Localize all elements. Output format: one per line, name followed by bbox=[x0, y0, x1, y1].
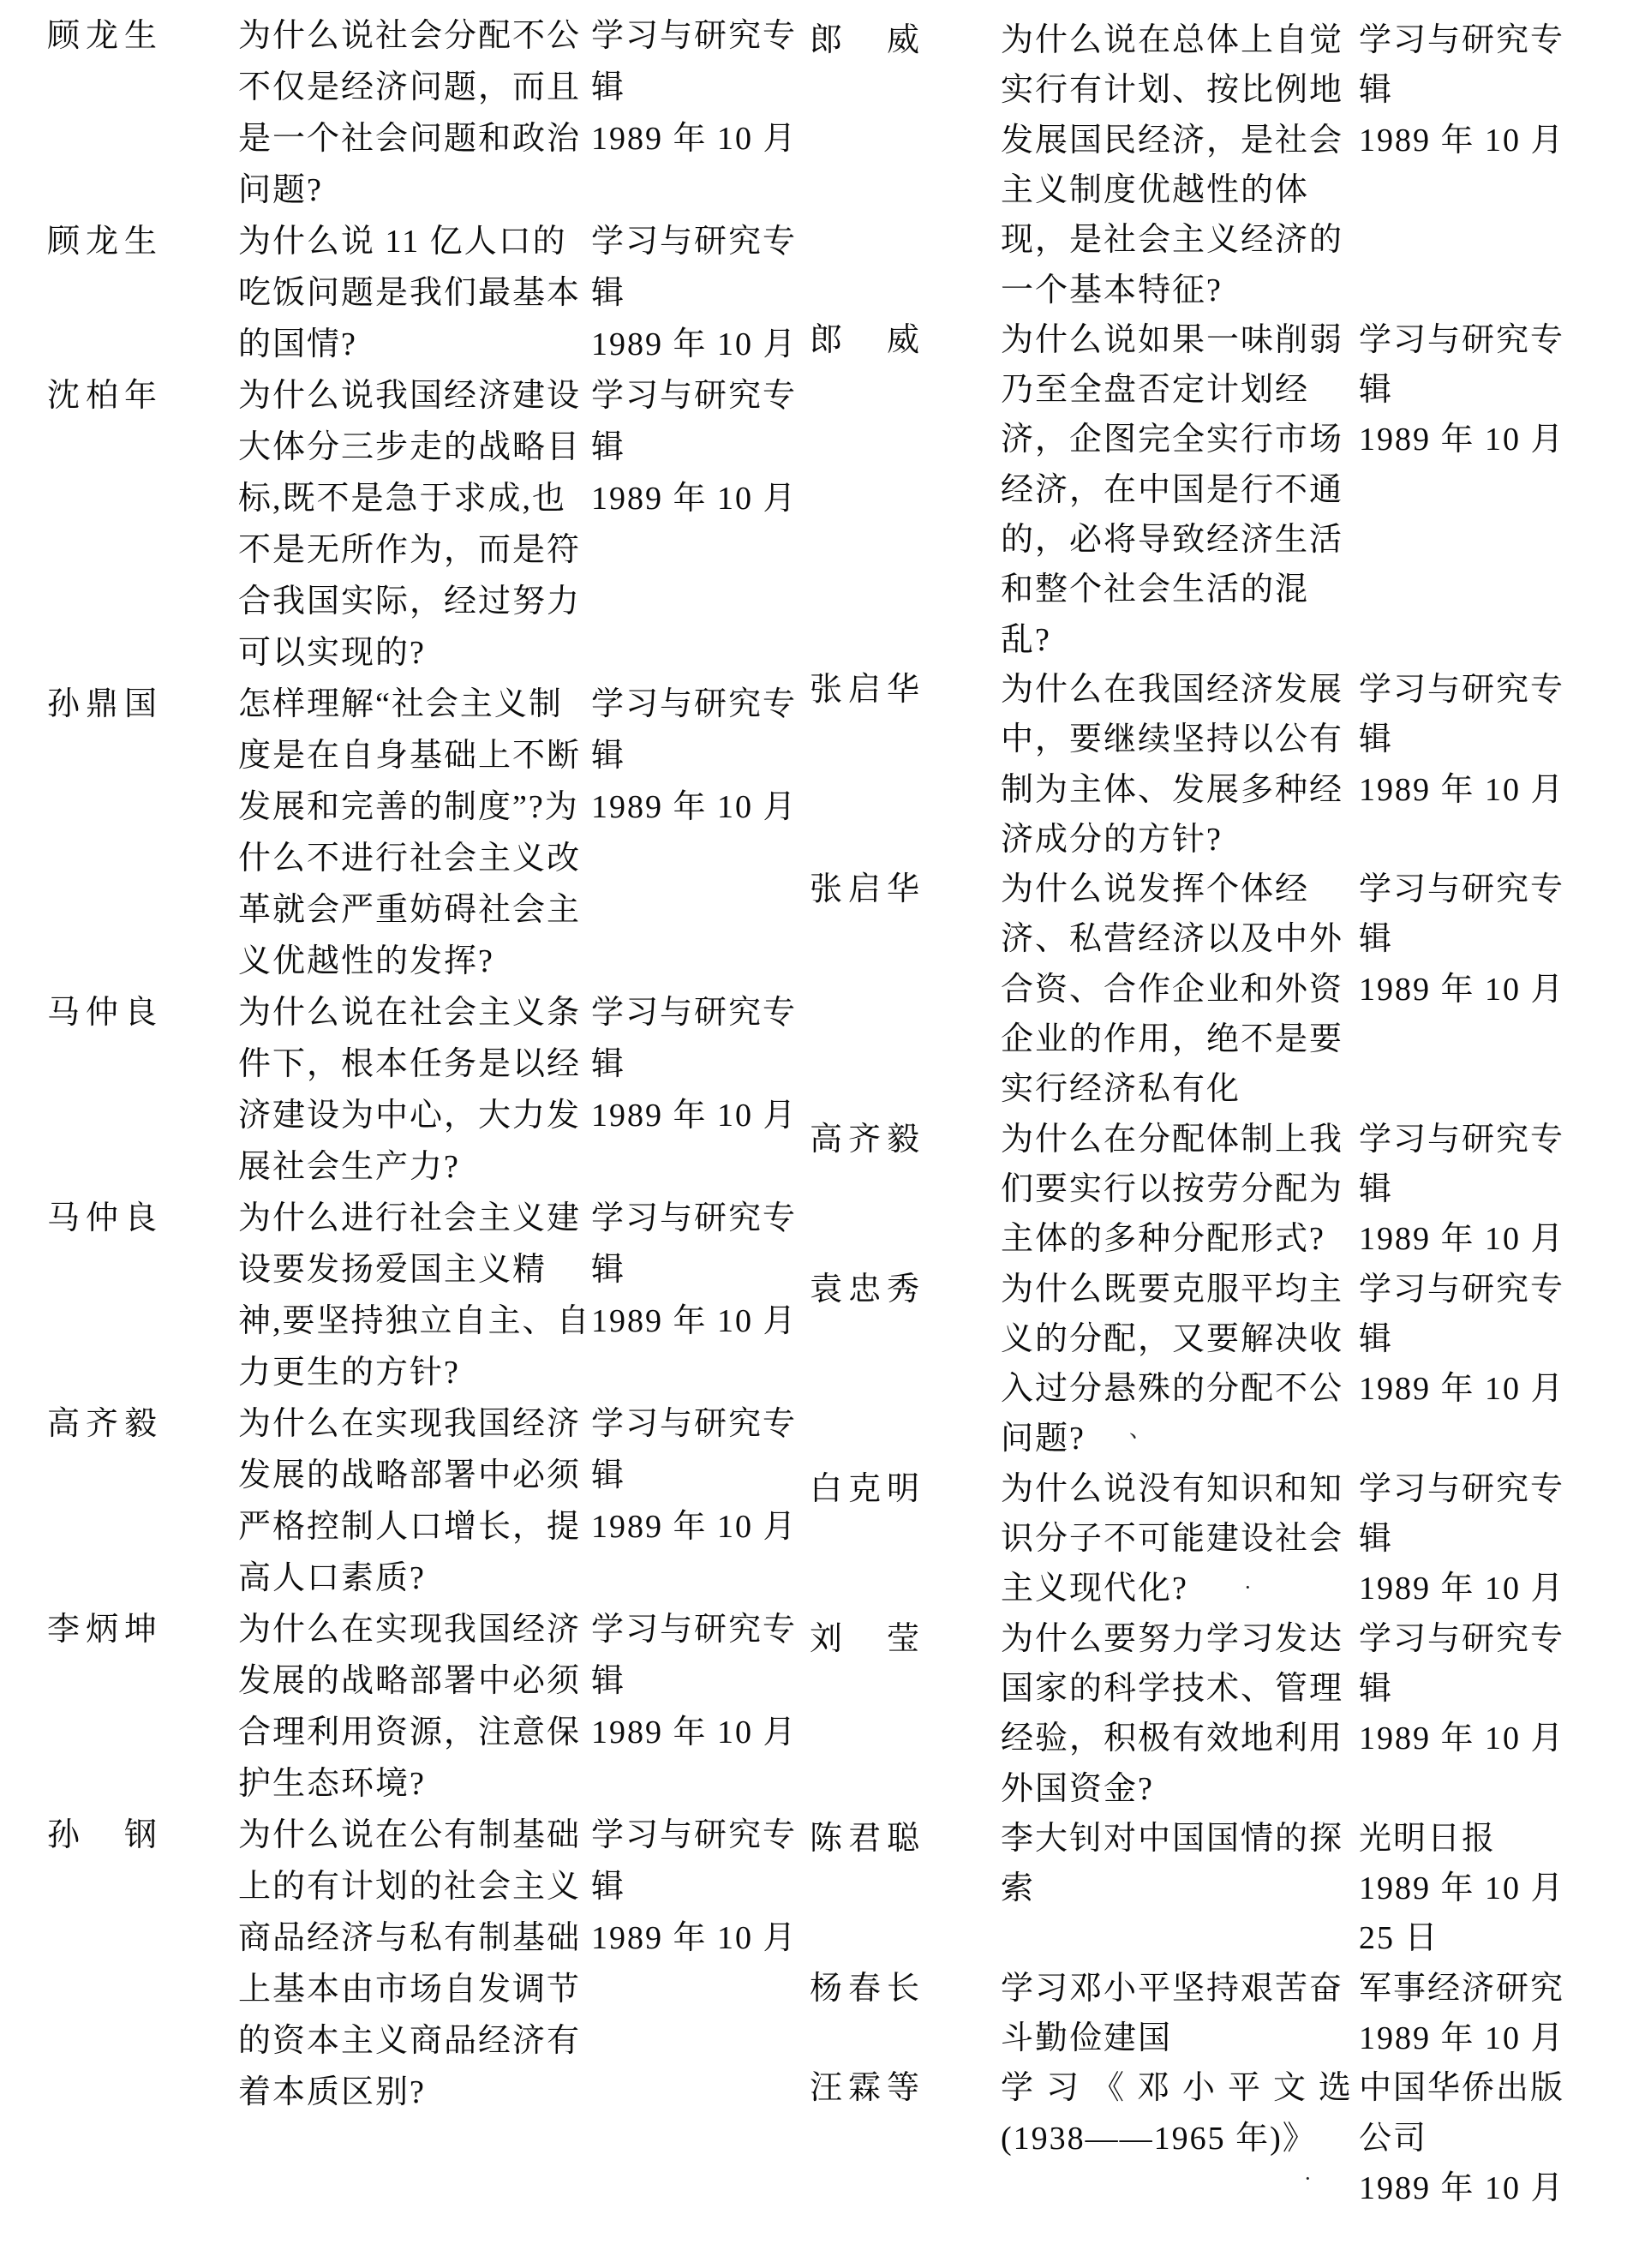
publication-line: 1989 年 10 月 bbox=[591, 1920, 798, 1956]
author-name: 顾龙生 bbox=[47, 224, 164, 260]
publication-line: 辑 bbox=[1359, 721, 1394, 757]
entry-title-line: 一个基本特征? bbox=[1001, 272, 1223, 308]
entry-title-line: 问题? bbox=[238, 172, 323, 208]
publication-line: 1989 年 10 月 bbox=[1359, 123, 1565, 159]
publication-line: 学习与研究专 bbox=[1359, 871, 1565, 907]
publication-line: 学习与研究专 bbox=[1359, 1272, 1565, 1308]
publication-line: 辑 bbox=[1359, 1321, 1394, 1357]
publication-line: 学习与研究专 bbox=[1359, 672, 1565, 708]
author-name: 刘 莹 bbox=[810, 1621, 926, 1657]
scan-speck: · bbox=[1304, 2166, 1312, 2191]
entry-title-line: 索 bbox=[1001, 1870, 1036, 1906]
publication-line: 学习与研究专 bbox=[1359, 1122, 1565, 1158]
entry-title-line: 国家的科学技术、管理 bbox=[1001, 1671, 1344, 1707]
author-name: 袁忠秀 bbox=[810, 1272, 926, 1308]
entry-title-line: 们要实行以按劳分配为 bbox=[1001, 1171, 1344, 1207]
entry-title-line: 为什么要努力学习发达 bbox=[1001, 1621, 1344, 1657]
entry-title-line: 高人口素质? bbox=[238, 1560, 426, 1596]
publication-line: 1989 年 10 月 bbox=[591, 789, 798, 825]
entry-title-line: 济、私营经济以及中外 bbox=[1001, 921, 1344, 957]
entry-title-line: 现，是社会主义经济的 bbox=[1001, 222, 1344, 258]
publication-line: 1989 年 10 月 bbox=[1359, 1221, 1565, 1257]
publication-line: 学习与研究专 bbox=[591, 378, 798, 414]
entry-title-line: 严格控制人口增长，提 bbox=[238, 1509, 582, 1545]
entry-title-line: 李大钊对中国国情的探 bbox=[1001, 1821, 1344, 1857]
publication-line: 1989 年 10 月 bbox=[591, 481, 798, 517]
entry-title-line: 为什么既要克服平均主 bbox=[1001, 1272, 1344, 1308]
publication-line: 光明日报 bbox=[1359, 1821, 1497, 1857]
publication-line: 1989 年 10 月 bbox=[1359, 2170, 1565, 2206]
entry-title-line: 义优越性的发挥? bbox=[238, 943, 494, 979]
author-name: 孙 钢 bbox=[47, 1817, 164, 1853]
author-name: 顾龙生 bbox=[47, 18, 164, 54]
entry-title-line: 问题? bbox=[1001, 1421, 1086, 1457]
entry-title-line: 不是无所作为，而是符 bbox=[238, 532, 582, 568]
entry-title-line: 合资、合作企业和外资 bbox=[1001, 972, 1344, 1008]
entry-title-line: 学习邓小平坚持艰苦奋 bbox=[1001, 1971, 1344, 2007]
publication-line: 辑 bbox=[591, 1663, 626, 1699]
publication-line: 1989 年 10 月 bbox=[591, 326, 798, 362]
scan-speck: 、 bbox=[1129, 1417, 1152, 1442]
author-name: 郎 威 bbox=[810, 322, 926, 358]
entry-title-line: 可以实现的? bbox=[238, 635, 426, 671]
publication-line: 学习与研究专 bbox=[591, 1200, 798, 1236]
entry-title-line: 企业的作用，绝不是要 bbox=[1001, 1021, 1344, 1057]
entry-title-line: 主义制度优越性的体 bbox=[1001, 172, 1310, 208]
publication-line: 学习与研究专 bbox=[591, 1817, 798, 1853]
publication-line: 辑 bbox=[1359, 1521, 1394, 1557]
entry-title-line: 制为主体、发展多种经 bbox=[1001, 772, 1344, 808]
publication-line: 辑 bbox=[1359, 372, 1394, 408]
author-name: 郎 威 bbox=[810, 22, 926, 58]
publication-line: 学习与研究专 bbox=[591, 1612, 798, 1648]
entry-title-line: 外国资金? bbox=[1001, 1771, 1154, 1807]
entry-title-line: 为什么说我国经济建设 bbox=[238, 378, 582, 414]
publication-line: 辑 bbox=[591, 69, 626, 105]
entry-title-line: 为什么在我国经济发展 bbox=[1001, 672, 1344, 708]
publication-line: 25 日 bbox=[1359, 1920, 1439, 1956]
publication-line: 1989 年 10 月 bbox=[591, 1303, 798, 1339]
entry-title-line: 义的分配，又要解决收 bbox=[1001, 1321, 1344, 1357]
publication-line: 学习与研究专 bbox=[591, 18, 798, 54]
author-name: 沈柏年 bbox=[47, 378, 164, 414]
entry-title-line: 度是在自身基础上不断 bbox=[238, 738, 582, 774]
author-name: 孙鼎国 bbox=[47, 686, 164, 722]
author-name: 杨春长 bbox=[810, 1971, 926, 2007]
publication-line: 学习与研究专 bbox=[591, 224, 798, 260]
entry-title-line: 济建设为中心，大力发 bbox=[238, 1098, 582, 1134]
entry-title-line: 经济，在中国是行不通 bbox=[1001, 472, 1344, 508]
entry-title-line: 力更生的方针? bbox=[238, 1355, 460, 1391]
publication-line: 辑 bbox=[591, 1252, 626, 1288]
entry-title-line: 为什么进行社会主义建 bbox=[238, 1200, 582, 1236]
entry-title-line: 发展的战略部署中必须 bbox=[238, 1457, 582, 1493]
entry-title-line: 大体分三步走的战略目 bbox=[238, 429, 582, 465]
entry-title-line: 乱? bbox=[1001, 622, 1051, 658]
entry-title-line: 护生态环境? bbox=[238, 1766, 426, 1802]
entry-title-line: 乃至全盘否定计划经 bbox=[1001, 372, 1310, 408]
entry-title-line: 为什么说如果一味削弱 bbox=[1001, 322, 1344, 358]
publication-line: 辑 bbox=[1359, 1671, 1394, 1707]
publication-line: 辑 bbox=[591, 1457, 626, 1493]
entry-title-line: 中，要继续坚持以公有 bbox=[1001, 721, 1344, 757]
publication-line: 学习与研究专 bbox=[591, 1406, 798, 1442]
publication-line: 军事经济研究 bbox=[1359, 1971, 1565, 2007]
entry-title-line: 件下，根本任务是以经 bbox=[238, 1046, 582, 1082]
entry-title-line: 实行经济私有化 bbox=[1001, 1071, 1241, 1107]
entry-title-line: 不仅是经济问题，而且 bbox=[238, 69, 582, 105]
entry-title-line: 吃饭问题是我们最基本 bbox=[238, 275, 582, 311]
entry-title-line: 入过分悬殊的分配不公 bbox=[1001, 1371, 1344, 1407]
entry-title-line: 设要发扬爱国主义精 bbox=[238, 1252, 547, 1288]
entry-title-line: 合我国实际，经过努力 bbox=[238, 583, 582, 619]
entry-title-line: 什么不进行社会主义改 bbox=[238, 841, 582, 877]
entry-title-line: 和整个社会生活的混 bbox=[1001, 571, 1310, 607]
publication-line: 辑 bbox=[1359, 72, 1394, 108]
entry-title-line: 主体的多种分配形式? bbox=[1001, 1221, 1325, 1257]
publication-line: 公司 bbox=[1359, 2121, 1428, 2157]
entry-title-line: 学习《邓小平文选 bbox=[1001, 2070, 1365, 2106]
entry-title-line: 为什么说社会分配不公 bbox=[238, 18, 582, 54]
entry-title-line: 上基本由市场自发调节 bbox=[238, 1972, 582, 2008]
entry-title-line: 展社会生产力? bbox=[238, 1149, 460, 1185]
entry-title-line: 实行有计划、按比例地 bbox=[1001, 72, 1344, 108]
entry-title-line: 为什么说没有知识和知 bbox=[1001, 1471, 1344, 1507]
publication-line: 学习与研究专 bbox=[1359, 1621, 1565, 1657]
entry-title-line: 为什么说在公有制基础 bbox=[238, 1817, 582, 1853]
author-name: 马仲良 bbox=[47, 995, 164, 1031]
entry-title-line: 为什么在实现我国经济 bbox=[238, 1612, 582, 1648]
publication-line: 1989 年 10 月 bbox=[1359, 422, 1565, 458]
publication-line: 辑 bbox=[591, 1046, 626, 1082]
entry-title-line: (1938——1965 年)》 bbox=[1001, 2121, 1317, 2157]
entry-title-line: 为什么说发挥个体经 bbox=[1001, 871, 1310, 907]
author-name: 张启华 bbox=[810, 672, 926, 708]
entry-title-line: 济成分的方针? bbox=[1001, 822, 1223, 858]
publication-line: 学习与研究专 bbox=[1359, 1471, 1565, 1507]
entry-title-line: 发展国民经济，是社会 bbox=[1001, 123, 1344, 159]
publication-line: 辑 bbox=[591, 738, 626, 774]
publication-line: 辑 bbox=[591, 429, 626, 465]
publication-line: 辑 bbox=[591, 275, 626, 311]
publication-line: 中国华侨出版 bbox=[1359, 2070, 1565, 2106]
entry-title-line: 是一个社会问题和政治 bbox=[238, 121, 582, 157]
scan-speck: · bbox=[1244, 1575, 1252, 1600]
publication-line: 1989 年 10 月 bbox=[1359, 772, 1565, 808]
author-name: 白克明 bbox=[810, 1471, 926, 1507]
entry-title-line: 着本质区别? bbox=[238, 2074, 426, 2110]
entry-title-line: 识分子不可能建设社会 bbox=[1001, 1521, 1344, 1557]
entry-title-line: 商品经济与私有制基础 bbox=[238, 1920, 582, 1956]
publication-line: 1989 年 10 月 bbox=[591, 121, 798, 157]
publication-line: 学习与研究专 bbox=[591, 995, 798, 1031]
entry-title-line: 为什么说在总体上自觉 bbox=[1001, 22, 1344, 58]
entry-title-line: 发展的战略部署中必须 bbox=[238, 1663, 582, 1699]
entry-title-line: 合理利用资源，注意保 bbox=[238, 1714, 582, 1750]
publication-line: 1989 年 10 月 bbox=[1359, 1571, 1565, 1607]
entry-title-line: 神,要坚持独立自主、自 bbox=[238, 1303, 591, 1339]
entry-title-line: 主义现代化? bbox=[1001, 1571, 1188, 1607]
publication-line: 1989 年 10 月 bbox=[591, 1509, 798, 1545]
entry-title-line: 经验，积极有效地利用 bbox=[1001, 1720, 1344, 1756]
entry-title-line: 怎样理解“社会主义制 bbox=[238, 686, 563, 722]
author-name: 高齐毅 bbox=[47, 1406, 164, 1442]
publication-line: 1989 年 10 月 bbox=[1359, 1720, 1565, 1756]
publication-line: 1989 年 10 月 bbox=[591, 1098, 798, 1134]
publication-line: 1989 年 10 月 bbox=[1359, 1870, 1565, 1906]
publication-line: 学习与研究专 bbox=[591, 686, 798, 722]
publication-line: 1989 年 10 月 bbox=[1359, 2020, 1565, 2056]
entry-title-line: 标,既不是急于求成,也 bbox=[238, 481, 567, 517]
publication-line: 辑 bbox=[591, 1869, 626, 1905]
entry-title-line: 革就会严重妨碍社会主 bbox=[238, 892, 582, 928]
publication-line: 学习与研究专 bbox=[1359, 22, 1565, 58]
author-name: 汪霖等 bbox=[810, 2070, 926, 2106]
publication-line: 1989 年 10 月 bbox=[591, 1714, 798, 1750]
entry-title-line: 斗勤俭建国 bbox=[1001, 2020, 1173, 2056]
entry-title-line: 为什么说 11 亿人口的 bbox=[238, 224, 567, 260]
entry-title-line: 上的有计划的社会主义 bbox=[238, 1869, 582, 1905]
author-name: 张启华 bbox=[810, 871, 926, 907]
entry-title-line: 的，必将导致经济生活 bbox=[1001, 522, 1344, 558]
entry-title-line: 为什么在实现我国经济 bbox=[238, 1406, 582, 1442]
publication-line: 辑 bbox=[1359, 1171, 1394, 1207]
entry-title-line: 为什么说在社会主义条 bbox=[238, 995, 582, 1031]
author-name: 陈君聪 bbox=[810, 1821, 926, 1857]
entry-title-line: 济，企图完全实行市场 bbox=[1001, 422, 1344, 458]
publication-line: 辑 bbox=[1359, 921, 1394, 957]
entry-title-line: 的资本主义商品经济有 bbox=[238, 2023, 582, 2059]
entry-title-line: 为什么在分配体制上我 bbox=[1001, 1122, 1344, 1158]
publication-line: 1989 年 10 月 bbox=[1359, 1371, 1565, 1407]
entry-title-line: 的国情? bbox=[238, 326, 357, 362]
author-name: 马仲良 bbox=[47, 1200, 164, 1236]
author-name: 李炳坤 bbox=[47, 1612, 164, 1648]
publication-line: 学习与研究专 bbox=[1359, 322, 1565, 358]
entry-title-line: 发展和完善的制度”?为 bbox=[238, 789, 579, 825]
publication-line: 1989 年 10 月 bbox=[1359, 972, 1565, 1008]
author-name: 高齐毅 bbox=[810, 1122, 926, 1158]
